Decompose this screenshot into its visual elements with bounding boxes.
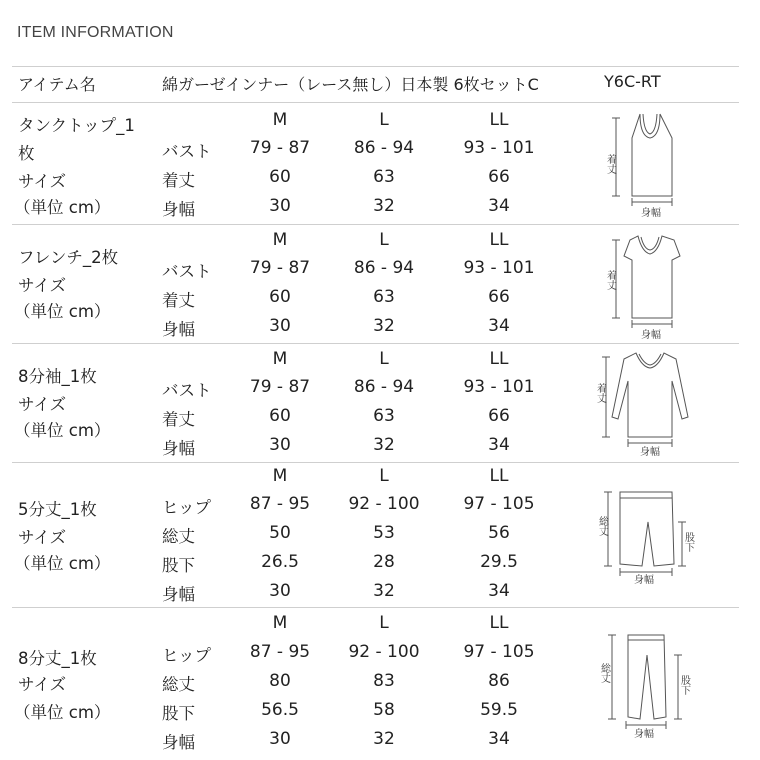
divider bbox=[12, 462, 739, 463]
long-sleeve-diagram-icon bbox=[594, 347, 698, 459]
value-cell: 30 bbox=[269, 581, 291, 601]
value-cell: 79 - 87 bbox=[249, 377, 311, 397]
value-cell: 32 bbox=[373, 316, 395, 336]
tank-top-diagram-icon bbox=[598, 108, 698, 220]
value-cell: 79 - 87 bbox=[249, 258, 311, 278]
row-label-total-length: 総丈 bbox=[162, 675, 195, 694]
size-header-l: L bbox=[379, 110, 389, 130]
size-header-ll: LL bbox=[489, 466, 509, 486]
value-cell: 66 bbox=[488, 406, 510, 426]
value-cell: 29.5 bbox=[480, 552, 518, 572]
item-name-line: フレンチ_2枚 bbox=[18, 248, 119, 267]
value-cell: 58 bbox=[373, 700, 395, 720]
value-cell: 60 bbox=[269, 167, 291, 187]
figure-v2-label: 股下 bbox=[678, 675, 690, 695]
value-cell: 34 bbox=[488, 729, 510, 749]
value-cell: 32 bbox=[373, 196, 395, 216]
value-cell: 86 - 94 bbox=[353, 258, 415, 278]
value-cell: 80 bbox=[269, 671, 291, 691]
item-name-line: サイズ bbox=[18, 675, 67, 694]
french-sleeve-diagram-icon bbox=[598, 230, 698, 342]
value-cell: 86 - 94 bbox=[353, 138, 415, 158]
value-cell: 26.5 bbox=[261, 552, 299, 572]
value-cell: 63 bbox=[373, 167, 395, 187]
unit-label: （単位 cm） bbox=[14, 198, 111, 217]
value-cell: 60 bbox=[269, 406, 291, 426]
value-cell: 34 bbox=[488, 435, 510, 455]
value-cell: 63 bbox=[373, 406, 395, 426]
size-header-m: M bbox=[272, 110, 288, 130]
value-cell: 92 - 100 bbox=[348, 642, 420, 662]
value-cell: 32 bbox=[373, 729, 395, 749]
section-title: ITEM INFORMATION bbox=[17, 24, 174, 41]
row-label-bust: バスト bbox=[162, 262, 212, 281]
size-header-ll: LL bbox=[489, 349, 509, 369]
value-cell: 86 bbox=[488, 671, 510, 691]
value-cell: 30 bbox=[269, 316, 291, 336]
value-cell: 30 bbox=[269, 729, 291, 749]
item-name-label: アイテム名 bbox=[18, 75, 96, 94]
size-header-m: M bbox=[272, 230, 288, 250]
value-cell: 30 bbox=[269, 435, 291, 455]
value-cell: 97 - 105 bbox=[463, 494, 535, 514]
size-header-l: L bbox=[379, 466, 389, 486]
item-name-line: 枚 bbox=[18, 144, 35, 163]
figure-v-label: 着丈 bbox=[594, 383, 606, 403]
value-cell: 50 bbox=[269, 523, 291, 543]
long-pants-diagram-icon bbox=[598, 631, 698, 741]
value-cell: 59.5 bbox=[480, 700, 518, 720]
half-pants-diagram-icon bbox=[598, 486, 698, 586]
figure-v-label: 総丈 bbox=[598, 663, 610, 683]
value-cell: 56.5 bbox=[261, 700, 299, 720]
value-cell: 97 - 105 bbox=[463, 642, 535, 662]
product-name: 綿ガーゼインナー（レース無し）日本製 6枚セットC bbox=[162, 75, 539, 94]
row-label-total-length: 総丈 bbox=[162, 527, 195, 546]
row-label-width: 身幅 bbox=[162, 439, 195, 458]
row-label-inseam: 股下 bbox=[162, 704, 195, 723]
figure-v-label: 総丈 bbox=[596, 516, 608, 536]
size-header-m: M bbox=[272, 466, 288, 486]
item-name-line: 5分丈_1枚 bbox=[18, 500, 97, 519]
row-label-length: 着丈 bbox=[162, 171, 195, 190]
divider bbox=[12, 102, 739, 103]
row-label-width: 身幅 bbox=[162, 200, 195, 219]
row-label-hip: ヒップ bbox=[162, 498, 212, 517]
size-header-l: L bbox=[379, 613, 389, 633]
item-name-line: 8分丈_1枚 bbox=[18, 649, 97, 668]
item-name-line: タンクトップ_1 bbox=[18, 116, 135, 135]
unit-label: （単位 cm） bbox=[14, 703, 111, 722]
divider bbox=[12, 224, 739, 225]
value-cell: 32 bbox=[373, 435, 395, 455]
row-label-length: 着丈 bbox=[162, 410, 195, 429]
divider bbox=[12, 343, 739, 344]
size-header-ll: LL bbox=[489, 613, 509, 633]
value-cell: 93 - 101 bbox=[463, 377, 535, 397]
divider bbox=[12, 66, 739, 67]
unit-label: （単位 cm） bbox=[14, 554, 111, 573]
figure-v-label: 着丈 bbox=[604, 270, 616, 290]
row-label-width: 身幅 bbox=[162, 320, 195, 339]
unit-label: （単位 cm） bbox=[14, 421, 111, 440]
row-label-width: 身幅 bbox=[162, 585, 195, 604]
value-cell: 93 - 101 bbox=[463, 258, 535, 278]
value-cell: 79 - 87 bbox=[249, 138, 311, 158]
value-cell: 30 bbox=[269, 196, 291, 216]
value-cell: 34 bbox=[488, 581, 510, 601]
figure-h-label: 身幅 bbox=[641, 330, 661, 341]
size-header-l: L bbox=[379, 349, 389, 369]
figure-h-label: 身幅 bbox=[634, 575, 654, 586]
value-cell: 56 bbox=[488, 523, 510, 543]
size-header-l: L bbox=[379, 230, 389, 250]
value-cell: 28 bbox=[373, 552, 395, 572]
value-cell: 63 bbox=[373, 287, 395, 307]
size-header-m: M bbox=[272, 349, 288, 369]
item-name-line: サイズ bbox=[18, 395, 67, 414]
value-cell: 60 bbox=[269, 287, 291, 307]
figure-v2-label: 股下 bbox=[682, 532, 694, 552]
value-cell: 32 bbox=[373, 581, 395, 601]
value-cell: 34 bbox=[488, 196, 510, 216]
product-code: Y6C-RT bbox=[604, 72, 661, 91]
value-cell: 53 bbox=[373, 523, 395, 543]
row-label-bust: バスト bbox=[162, 381, 212, 400]
item-name-line: サイズ bbox=[18, 172, 67, 191]
row-label-inseam: 股下 bbox=[162, 556, 195, 575]
row-label-width: 身幅 bbox=[162, 733, 195, 752]
value-cell: 93 - 101 bbox=[463, 138, 535, 158]
figure-v-label: 着丈 bbox=[604, 154, 616, 174]
value-cell: 83 bbox=[373, 671, 395, 691]
figure-h-label: 身幅 bbox=[640, 447, 660, 458]
value-cell: 87 - 95 bbox=[249, 642, 311, 662]
figure-h-label: 身幅 bbox=[634, 729, 654, 740]
unit-label: （単位 cm） bbox=[14, 302, 111, 321]
figure-h-label: 身幅 bbox=[641, 208, 661, 219]
value-cell: 87 - 95 bbox=[249, 494, 311, 514]
value-cell: 86 - 94 bbox=[353, 377, 415, 397]
size-header-m: M bbox=[272, 613, 288, 633]
item-name-line: サイズ bbox=[18, 528, 67, 547]
value-cell: 66 bbox=[488, 167, 510, 187]
size-header-ll: LL bbox=[489, 230, 509, 250]
value-cell: 66 bbox=[488, 287, 510, 307]
row-label-length: 着丈 bbox=[162, 291, 195, 310]
divider bbox=[12, 607, 739, 608]
row-label-hip: ヒップ bbox=[162, 646, 212, 665]
item-name-line: サイズ bbox=[18, 276, 67, 295]
size-header-ll: LL bbox=[489, 110, 509, 130]
item-name-line: 8分袖_1枚 bbox=[18, 367, 97, 386]
value-cell: 34 bbox=[488, 316, 510, 336]
row-label-bust: バスト bbox=[162, 142, 212, 161]
value-cell: 92 - 100 bbox=[348, 494, 420, 514]
